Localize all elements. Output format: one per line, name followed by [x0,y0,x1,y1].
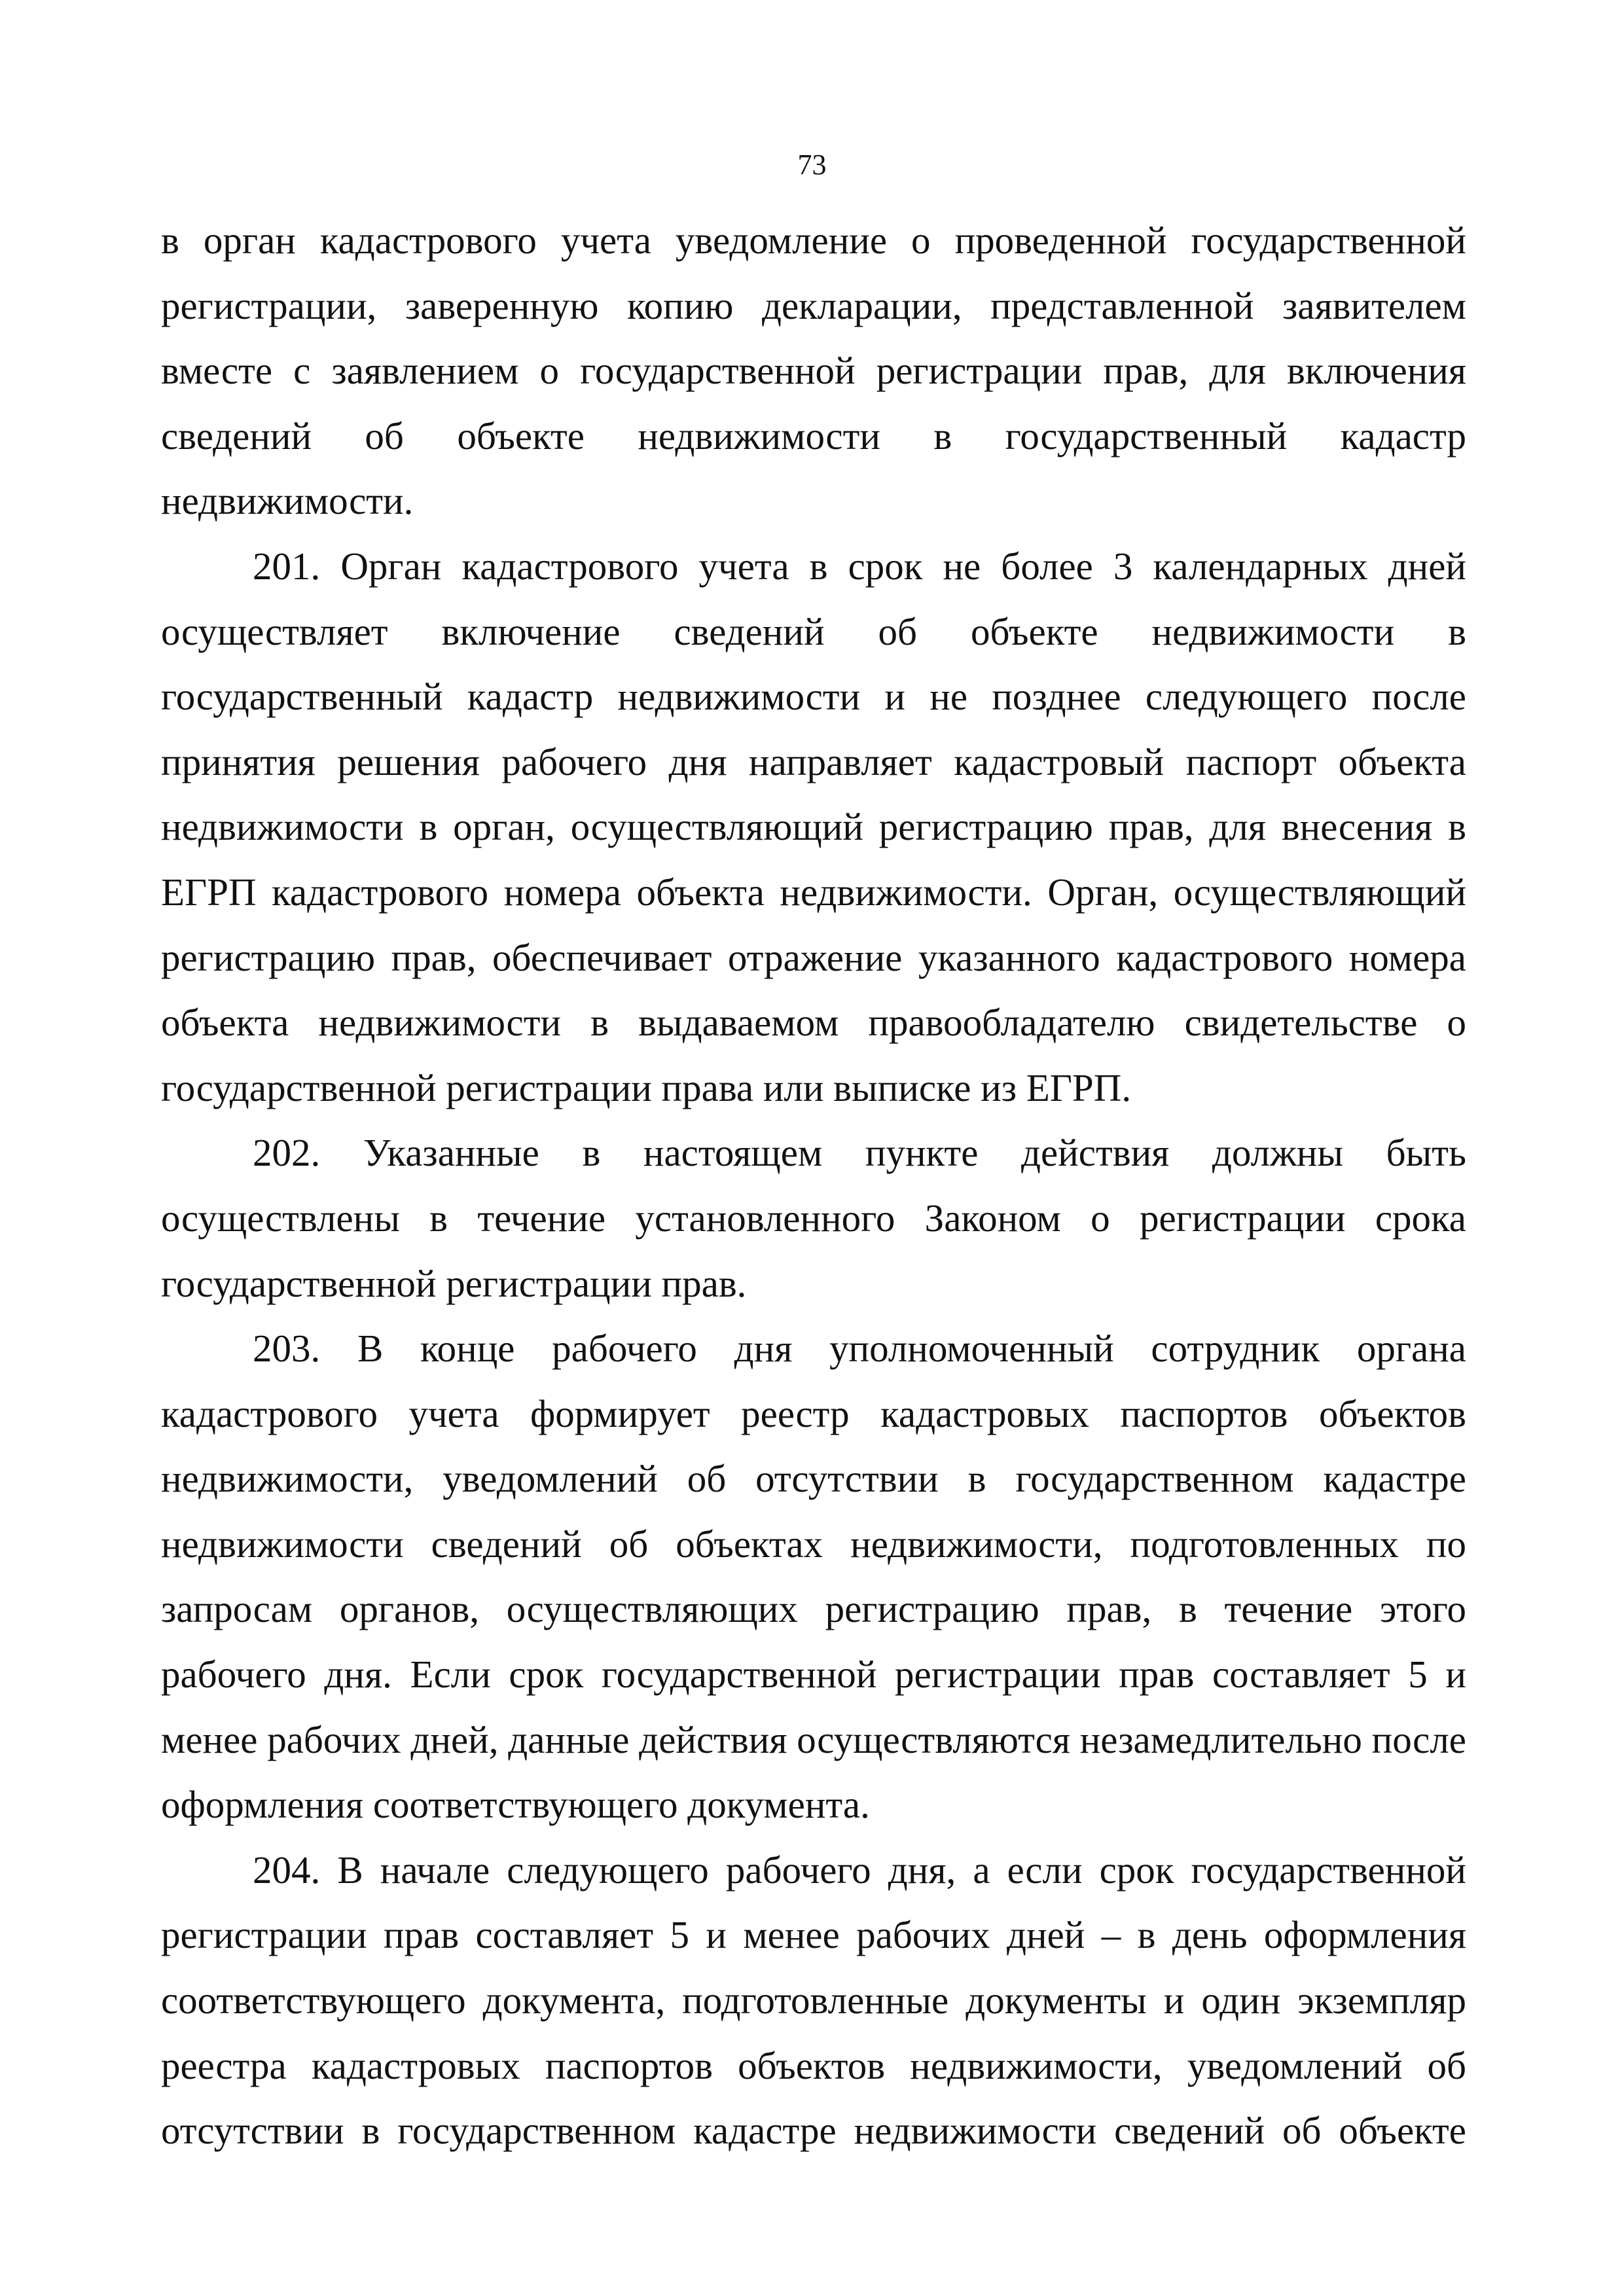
paragraph-204 [161,1838,1466,2164]
paragraph-text: Орган кадастрового учета в срок не более 3 календарных дней осуществляет включение сведений об объекте недвижимости в государственный кадастр недвижимости и не позднее следующего после принятия решения рабочего дня направляет кадастровый паспорт объекта недвижимости в орган, осуществляющий регистрацию прав, для внесения в ЕГРП кадастрового номера объекта недвижимости. Орган, осуществляющий регистрацию прав, обеспечивает отражение указанного кадастрового номера объекта недвижимости в выдаваемом правообладателю свидетельстве о государственной регистрации права или выписке из ЕГРП. [161,544,1466,1109]
document-body [161,208,1466,2164]
page-number: 73 [797,149,827,181]
paragraph-number: 204. [253,1848,321,1892]
paragraph-201 [161,534,1466,1121]
paragraph-text: В конце рабочего дня уполномоченный сотрудник органа кадастрового учета формирует реестр кадастровых паспортов объектов недвижимости, уведомлений об отсутствии в государственном кадастре недвижимости сведений об объектах недвижимости, подготовленных по запросам органов, осуществляющих регистрацию прав, в течение этого рабочего дня. Если срок государственной регистрации прав составляет 5 и менее рабочих дней, данные действия осуществляются незамедлительно после оформления соответствующего документа. [161,1327,1466,1827]
paragraph-202 [161,1121,1466,1316]
paragraph-text: В начале следующего рабочего дня, а если срок государственной регистрации прав составляет 5 и менее рабочих дней – в день оформления соответствующего документа, подготовленные документы и один экземпляр реестра кадастровых паспортов объектов недвижимости, уведомлений об отсутствии в государственном кадастре недвижимости сведений об объекте [161,1848,1467,2153]
paragraph-number: 202. [253,1131,321,1175]
paragraph-number: 201. [253,544,321,588]
paragraph-continuation [161,208,1466,534]
paragraph-number: 203. [253,1327,321,1371]
paragraph-text: Указанные в настоящем пункте действия должны быть осуществлены в течение установленного Законом о регистрации срока государственной регистрации прав. [161,1131,1466,1305]
paragraph-203 [161,1316,1466,1838]
paragraph-text: в орган кадастрового учета уведомление о проведенной государственной регистрации, заверенную копию декларации, представленной заявителем вместе с заявлением о государственной регистрации прав, для включения сведений об объекте недвижимости в государственный кадастр недвижимости. [161,219,1466,523]
